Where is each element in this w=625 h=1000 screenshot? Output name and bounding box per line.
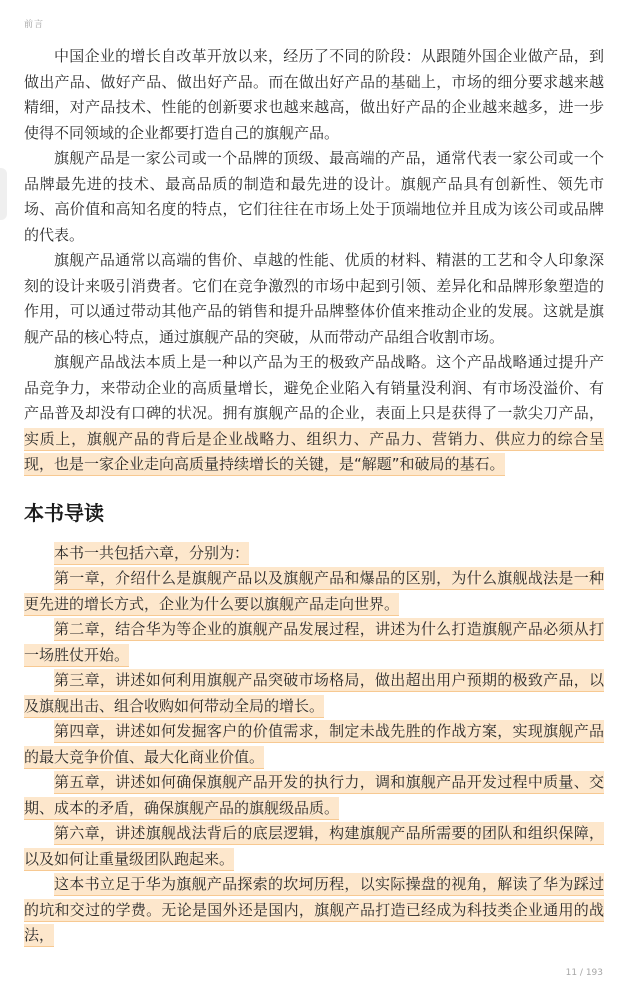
highlighted-text[interactable]: 本书一共包括六章，分别为： [54,542,249,565]
section-title: 本书导读 [24,500,104,525]
guide-paragraph-chapter-5 [24,770,604,821]
highlighted-text[interactable]: 第二章，结合华为等企业的旗舰产品发展过程，讲述为什么打造旗舰产品必须从打一场胜仗开始。 [24,618,604,667]
highlighted-text[interactable]: 第四章，讲述如何发掘客户的价值需求，制定未战先胜的作战方案，实现旗舰产品的最大竞争价值、最大化商业价值。 [24,720,604,769]
reader-content [24,44,604,949]
guide-paragraph-chapter-3 [24,668,604,719]
intro-paragraph-1: 中国企业的增长自改革开放以来，经历了不同的阶段：从跟随外国企业做产品，到做出产品、做好产品、做出好产品。而在做出好产品的基础上，市场的细分要求越来越精细，对产品技术、性能的创新要求也越来越高，做出好产品的企业越来越多，进一步使得不同领域的企业都要打造自己的旗舰产品。 [24,47,604,142]
chapter-header: 前言 [24,20,45,30]
intro-paragraph-2: 旗舰产品是一家公司或一个品牌的顶级、最高端的产品，通常代表一家公司或一个品牌最先进的技术、最高品质的制造和最先进的设计。旗舰产品具有创新性、领先市场、高价值和高知名度的特点，它们往往在市场上处于顶端地位并且成为该公司或品牌的代表。 [24,149,604,244]
highlighted-text[interactable]: 第六章，讲述旗舰战法背后的底层逻辑，构建旗舰产品所需要的团队和组织保障，以及如何让重量级团队跑起来。 [24,822,604,871]
guide-paragraph-summary [24,872,604,949]
guide-paragraph-chapter-1 [24,566,604,617]
highlighted-text[interactable]: 第五章，讲述如何确保旗舰产品开发的执行力，调和旗舰产品开发过程中质量、交期、成本的矛盾，确保旗舰产品的旗舰级品质。 [24,771,604,820]
highlighted-text[interactable]: 实质上，旗舰产品的背后是企业战略力、组织力、产品力、营销力、供应力的综合呈现，也是一家企业走向高质量持续增长的关键，是“解题”和破局的基石。 [24,428,604,477]
highlighted-text[interactable]: 这本书立足于华为旗舰产品探索的坎坷历程，以实际操盘的视角，解读了华为踩过的坑和交过的学费。无论是国外还是国内，旗舰产品打造已经成为科技类企业通用的战法， [24,873,604,947]
highlighted-text[interactable]: 第一章，介绍什么是旗舰产品以及旗舰产品和爆品的区别，为什么旗舰战法是一种更先进的增长方式，企业为什么要以旗舰产品走向世界。 [24,567,604,616]
intro-paragraph-3: 旗舰产品通常以高端的售价、卓越的性能、优质的材料、精湛的工艺和令人印象深刻的设计来吸引消费者。它们在竞争激烈的市场中起到引领、差异化和品牌形象塑造的作用，可以通过带动其他产品的销售和提升品牌整体价值来推动企业的发展。这就是旗舰产品的核心特点，通过旗舰产品的突破，从而带动产品组合收割市场。 [24,251,604,346]
guide-paragraph-chapter-4 [24,719,604,770]
intro-paragraph-4: 旗舰产品战法本质上是一种以产品为王的极致产品战略。这个产品战略通过提升产品竞争力，来带动企业的高质量增长，避免企业陷入有销量没利润、有市场没溢价、有产品普及却没有口碑的状况。拥有旗舰产品的企业，表面上只是获得了一款尖刀产品，实质上，旗舰产品的背后是企业战略力、组织力、产品力、营销力、供应力的综合呈现，也是一家企业走向高质量持续增长的关键，是“解题”和破局的基石。 [24,350,604,478]
guide-paragraph-chapter-6 [24,821,604,872]
guide-paragraph-intro [24,541,604,567]
page-indicator: 11 / 193 [565,968,603,978]
guide-paragraph-chapter-2 [24,617,604,668]
highlighted-text[interactable]: 第三章，讲述如何利用旗舰产品突破市场格局，做出超出用户预期的极致产品，以及旗舰出击、组合收购如何带动全局的增长。 [24,669,604,718]
side-panel-handle[interactable] [0,168,7,220]
